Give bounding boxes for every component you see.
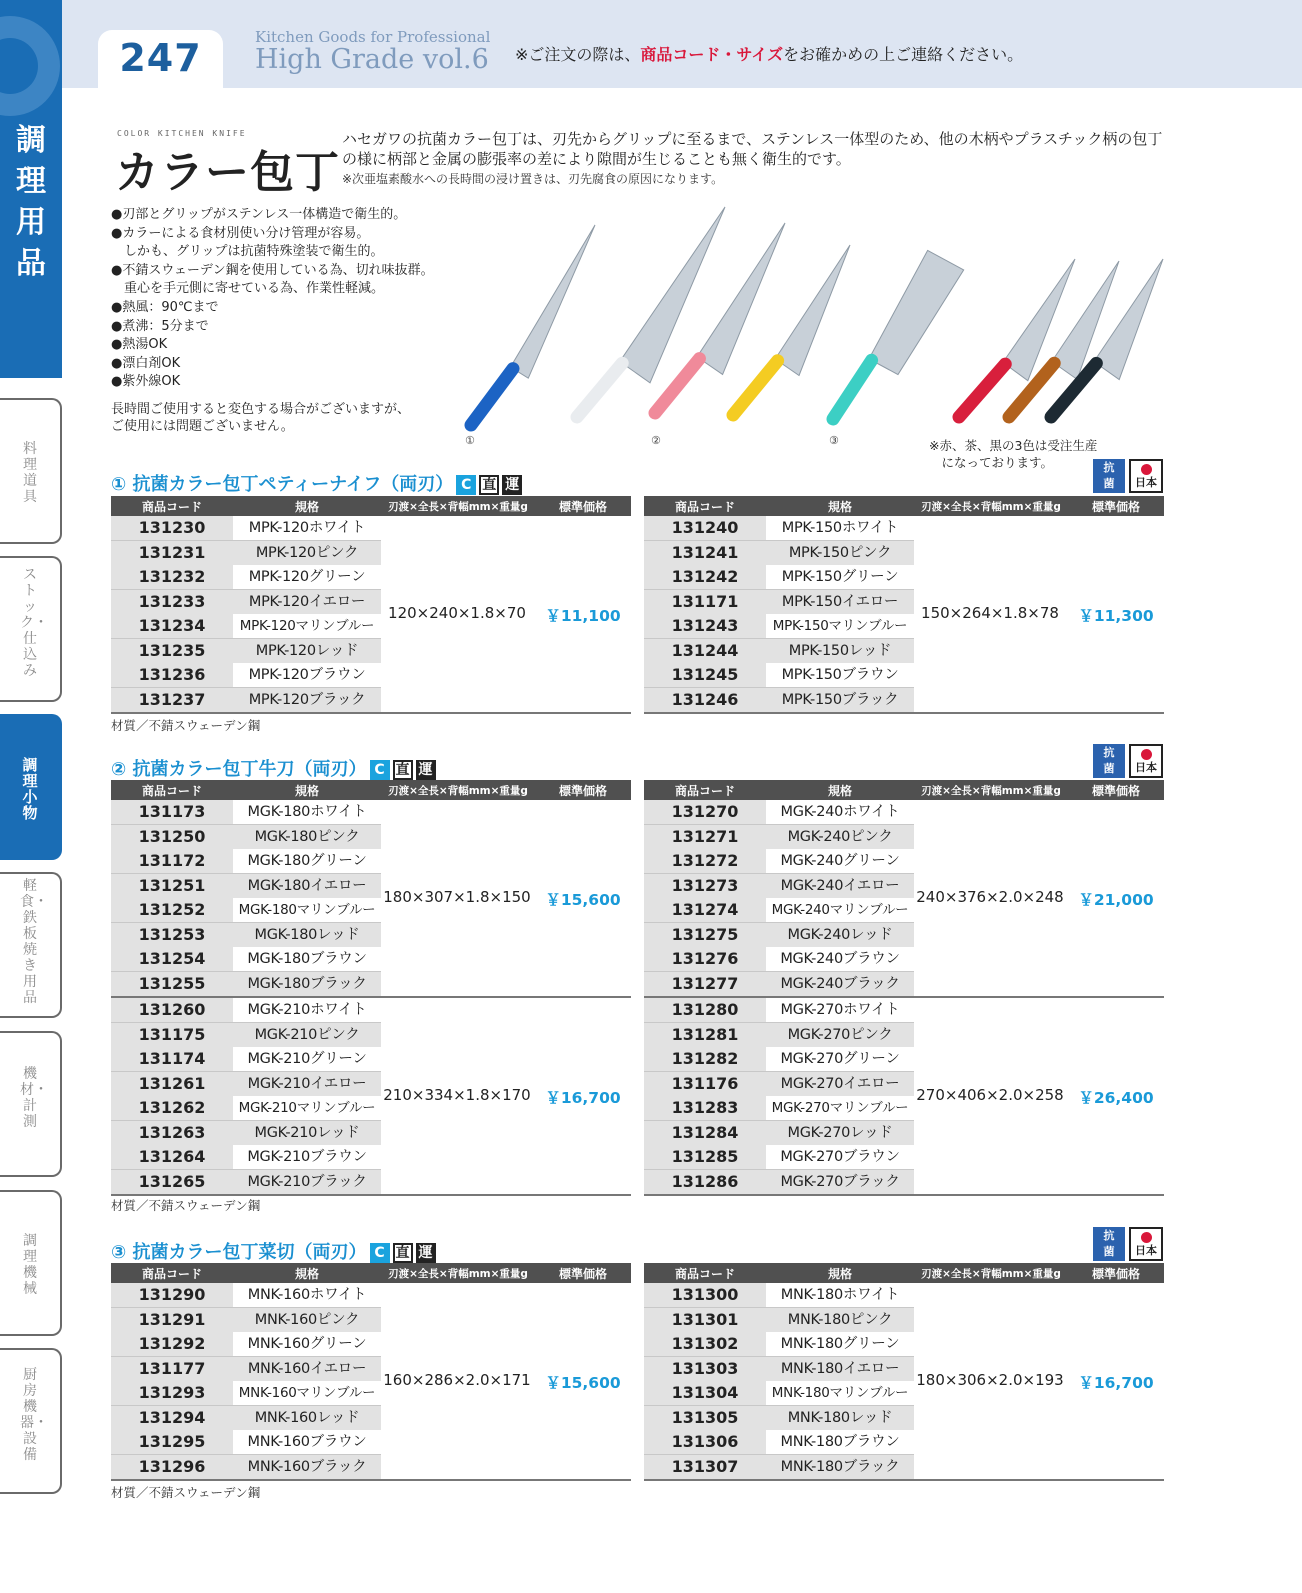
made-in-japan-label: 日本 xyxy=(1135,761,1157,774)
product-model: MNK-180マリンブルー xyxy=(771,1385,909,1401)
product-code: 131230 xyxy=(111,516,233,540)
intro-line-1: ハセガワの抗菌カラー包丁は、刃先からグリップに至るまで、ステンレス一体型のため、他の木柄やプラスチック柄の包丁 xyxy=(342,130,1163,148)
product-code: 131173 xyxy=(111,800,233,824)
product-code: 131301 xyxy=(644,1308,766,1332)
made-to-order-note xyxy=(929,437,1097,471)
product-code: 131275 xyxy=(644,923,766,947)
feature-item: ●不錆スウェーデン鋼を使用している為、切れ味抜群。 xyxy=(111,262,434,278)
antibacterial-label: 菌 xyxy=(1103,1245,1115,1258)
product-code: 131305 xyxy=(644,1406,766,1430)
sidebar-tab-7[interactable] xyxy=(0,1348,62,1494)
sidebar-main-char: 理 xyxy=(16,164,46,199)
made-in-japan-icon xyxy=(1129,744,1163,778)
antibacterial-label: 菌 xyxy=(1103,477,1115,490)
sidebar-tab-label: 厨房機器・設備 xyxy=(20,1367,48,1463)
product-model: MNK-180ブラック xyxy=(766,1455,914,1479)
header-code: 商品コード xyxy=(674,500,735,514)
product-code: 131304 xyxy=(644,1381,766,1405)
blade-spec: 180×306×2.0×193 xyxy=(916,1371,1064,1389)
product-code: 131282 xyxy=(644,1047,766,1071)
knife-yellow-icon xyxy=(733,245,850,415)
header-spec: 刃渡×全長×背幅mm×重量g xyxy=(388,501,528,513)
product-table xyxy=(111,1263,631,1481)
product-table xyxy=(644,496,1164,714)
series-title: High Grade vol.6 xyxy=(255,44,489,75)
product-code: 131306 xyxy=(644,1430,766,1454)
product-model: MNK-160ホワイト xyxy=(247,1287,367,1303)
product-model: MGK-210ホワイト xyxy=(247,1002,367,1018)
feature-item: 重心を手元側に寄せている為、作業性軽減。 xyxy=(111,281,385,297)
antibacterial-label: 抗 xyxy=(1103,1229,1115,1242)
product-code: 131283 xyxy=(644,1096,766,1120)
page-number: 247 xyxy=(119,36,202,80)
product-code: 131246 xyxy=(644,688,766,712)
product-code: 131280 xyxy=(644,998,766,1022)
header-code: 商品コード xyxy=(141,500,202,514)
section-title xyxy=(111,470,522,496)
product-model: MGK-240ピンク xyxy=(766,825,914,849)
product-code: 131250 xyxy=(111,825,233,849)
header-model: 規格 xyxy=(827,784,852,798)
knife-green-icon xyxy=(833,250,964,419)
header-code: 商品コード xyxy=(674,1267,735,1281)
product-code: 131273 xyxy=(644,874,766,898)
product-code: 131232 xyxy=(111,565,233,589)
product-code: 131255 xyxy=(111,972,233,996)
product-code: 131272 xyxy=(644,849,766,873)
antibacterial-icon xyxy=(1093,744,1125,778)
made-in-japan-icon xyxy=(1129,459,1163,493)
product-code: 131277 xyxy=(644,972,766,996)
sidebar-tab-label: 料理道具 xyxy=(23,441,37,505)
product-code: 131172 xyxy=(111,849,233,873)
product-model: MNK-180ピンク xyxy=(766,1308,914,1332)
product-model: MGK-270ブラック xyxy=(766,1170,914,1194)
header-price: 標準価格 xyxy=(558,784,607,798)
product-code: 131264 xyxy=(111,1145,233,1169)
feature-item: しかも、グリップは抗菌特殊塗装で衛生的。 xyxy=(111,244,384,260)
feature-item: ●刃部とグリップがステンレス一体構造で衛生的。 xyxy=(111,207,407,222)
product-model: MNK-160イエロー xyxy=(233,1357,381,1381)
antibacterial-japan-cert xyxy=(1093,1227,1163,1261)
product-model: MPK-120レッド xyxy=(233,639,381,663)
product-model: MGK-270レッド xyxy=(766,1121,914,1145)
product-model: MPK-150マリンブルー xyxy=(772,618,908,634)
series-subtitle: Kitchen Goods for Professional xyxy=(255,28,491,46)
knife-blue-icon xyxy=(471,225,595,425)
product-model: MGK-180ブラウン xyxy=(247,951,367,967)
size-group xyxy=(644,1283,1164,1481)
product-code: 131176 xyxy=(644,1072,766,1096)
catalog-c-icon: C xyxy=(456,475,476,495)
product-code: 131237 xyxy=(111,688,233,712)
antibacterial-label: 抗 xyxy=(1103,746,1115,759)
knife-tag-3: ③ xyxy=(829,434,839,447)
product-code: 131307 xyxy=(644,1455,766,1479)
blade-spec: 240×376×2.0×248 xyxy=(916,888,1064,906)
product-model: MNK-160ブラック xyxy=(233,1455,381,1479)
notice-text-pre: ※ご注文の際は、 xyxy=(515,45,641,64)
section-title xyxy=(111,1238,436,1264)
knife-white-icon xyxy=(577,207,725,417)
product-code: 131271 xyxy=(644,825,766,849)
table-header xyxy=(111,780,631,800)
product-table xyxy=(644,1263,1164,1481)
order-notice xyxy=(515,42,1023,65)
product-code: 131265 xyxy=(111,1170,233,1194)
section-title-text: ② 抗菌カラー包丁牛刀（両刃） xyxy=(111,759,367,780)
product-code: 131261 xyxy=(111,1072,233,1096)
product-code: 131260 xyxy=(111,998,233,1022)
product-model: MPK-120グリーン xyxy=(248,569,366,585)
product-model: MPK-150レッド xyxy=(766,639,914,663)
section-title-text: ① 抗菌カラー包丁ペティーナイフ（両刃） xyxy=(111,474,454,495)
product-code: 131302 xyxy=(644,1332,766,1356)
product-model: MGK-210ブラウン xyxy=(247,1149,367,1165)
blade-spec: 180×307×1.8×150 xyxy=(383,888,531,906)
feature-item: ●カラーによる食材別使い分け管理が容易。 xyxy=(111,225,370,241)
direct-ship-icon: 直 xyxy=(479,475,499,495)
sidebar-tab-5[interactable] xyxy=(0,1031,62,1177)
sidebar-tab-label: 機材・計測 xyxy=(20,1066,48,1130)
product-model: MGK-270ブラウン xyxy=(780,1149,900,1165)
product-model: MPK-120マリンブルー xyxy=(239,618,375,634)
sidebar-tab-3[interactable] xyxy=(0,714,62,860)
header-code: 商品コード xyxy=(141,1267,202,1281)
product-model: MGK-180マリンブルー xyxy=(238,902,376,918)
size-group xyxy=(644,800,1164,998)
header-model: 規格 xyxy=(294,500,319,514)
product-code: 131177 xyxy=(111,1357,233,1381)
product-model: MGK-210ピンク xyxy=(233,1023,381,1047)
product-code: 131295 xyxy=(111,1430,233,1454)
product-model: MGK-180ピンク xyxy=(233,825,381,849)
header-price: 標準価格 xyxy=(558,500,607,514)
product-code: 131286 xyxy=(644,1170,766,1194)
sidebar-main-char: 品 xyxy=(16,246,46,281)
product-code: 131292 xyxy=(111,1332,233,1356)
product-model: MNK-160グリーン xyxy=(247,1336,367,1352)
product-model: MNK-160ピンク xyxy=(233,1308,381,1332)
product-code: 131300 xyxy=(644,1283,766,1307)
product-model: MGK-180ブラック xyxy=(233,972,381,996)
sidebar-tab-6[interactable] xyxy=(0,1190,62,1336)
header-code: 商品コード xyxy=(141,784,202,798)
product-model: MNK-180ブラウン xyxy=(780,1434,900,1450)
product-model: MPK-150グリーン xyxy=(781,569,899,585)
list-price: ￥11,300 xyxy=(1078,607,1154,625)
product-model: MGK-210マリンブルー xyxy=(238,1100,376,1116)
list-price: ￥15,600 xyxy=(545,891,621,909)
catalog-c-icon: C xyxy=(370,1243,390,1263)
header-model: 規格 xyxy=(294,1267,319,1281)
size-group xyxy=(111,516,631,714)
header-code: 商品コード xyxy=(674,784,735,798)
product-code: 131233 xyxy=(111,590,233,614)
feature-item: ●熱湯OK xyxy=(111,337,168,353)
product-code: 131263 xyxy=(111,1121,233,1145)
antibacterial-icon xyxy=(1093,459,1125,493)
product-table xyxy=(644,780,1164,1196)
header-price: 標準価格 xyxy=(1091,1267,1140,1281)
product-model: MNK-160マリンブルー xyxy=(238,1385,376,1401)
antibacterial-label: 抗 xyxy=(1103,461,1115,474)
product-code: 131274 xyxy=(644,898,766,922)
knife-red-icon xyxy=(959,259,1075,417)
product-model: MGK-270イエロー xyxy=(766,1072,914,1096)
product-model: MNK-160ブラウン xyxy=(247,1434,367,1450)
header-price: 標準価格 xyxy=(1091,500,1140,514)
sidebar-main-label xyxy=(0,120,62,284)
header-spec: 刃渡×全長×背幅mm×重量g xyxy=(388,1268,528,1280)
product-model: MGK-240ホワイト xyxy=(780,804,900,820)
product-code: 131281 xyxy=(644,1023,766,1047)
intro-line-2: の様に柄部と金属の膨張率の差により隙間が生じることも無く衛生的です。 xyxy=(342,150,851,168)
product-code: 131240 xyxy=(644,516,766,540)
product-code: 131236 xyxy=(111,663,233,687)
product-model: MPK-120ホワイト xyxy=(248,520,366,536)
caution-line: ご使用には問題ございません。 xyxy=(111,419,294,434)
size-group xyxy=(111,998,631,1196)
table-header xyxy=(644,1263,1164,1283)
notice-emphasis: 商品コード・サイズ xyxy=(640,45,784,64)
blade-spec: 150×264×1.8×78 xyxy=(921,604,1059,622)
product-code: 131293 xyxy=(111,1381,233,1405)
product-model: MGK-240グリーン xyxy=(780,853,900,869)
order-note-line: になっております。 xyxy=(929,455,1054,470)
product-code: 131234 xyxy=(111,614,233,638)
product-model: MGK-240レッド xyxy=(766,923,914,947)
list-price: ￥21,000 xyxy=(1078,891,1154,909)
sidebar-tab-label: 軽食・鉄板焼き用品 xyxy=(20,878,48,1006)
product-model: MGK-240イエロー xyxy=(766,874,914,898)
product-model: MGK-180ホワイト xyxy=(247,804,367,820)
product-code: 131251 xyxy=(111,874,233,898)
product-model: MPK-120ブラウン xyxy=(248,667,366,683)
freight-icon: 運 xyxy=(416,1243,436,1263)
product-model: MNK-180ホワイト xyxy=(780,1287,900,1303)
product-model: MPK-150ブラウン xyxy=(781,667,899,683)
product-code: 131254 xyxy=(111,947,233,971)
knife-tag-2: ② xyxy=(651,434,661,447)
caution-line: 長時間ご使用すると変色する場合がございますが、 xyxy=(111,402,411,417)
table-header xyxy=(644,496,1164,516)
sidebar-main-char: 用 xyxy=(16,205,46,240)
product-model: MPK-150ブラック xyxy=(766,688,914,712)
product-code: 131285 xyxy=(644,1145,766,1169)
product-table xyxy=(111,780,631,1196)
made-in-japan-icon xyxy=(1129,1227,1163,1261)
product-model: MGK-270ピンク xyxy=(766,1023,914,1047)
product-code: 131242 xyxy=(644,565,766,589)
product-model: MGK-240マリンブルー xyxy=(771,902,909,918)
product-code: 131291 xyxy=(111,1308,233,1332)
sidebar-main-char: 調 xyxy=(16,123,46,158)
product-model: MGK-270マリンブルー xyxy=(771,1100,909,1116)
list-price: ￥26,400 xyxy=(1078,1089,1154,1107)
product-model: MPK-120ピンク xyxy=(233,541,381,565)
table-header xyxy=(644,780,1164,800)
table-header xyxy=(111,496,631,516)
blade-spec: 160×286×2.0×171 xyxy=(383,1371,531,1389)
made-in-japan-label: 日本 xyxy=(1135,1244,1157,1257)
product-code: 131244 xyxy=(644,639,766,663)
list-price: ￥11,100 xyxy=(545,607,621,625)
product-code: 131253 xyxy=(111,923,233,947)
product-model: MGK-180グリーン xyxy=(247,853,367,869)
knife-product-photo xyxy=(455,205,1175,445)
product-code: 131174 xyxy=(111,1047,233,1071)
product-code: 131175 xyxy=(111,1023,233,1047)
product-code: 131262 xyxy=(111,1096,233,1120)
product-model: MGK-240ブラウン xyxy=(780,951,900,967)
product-code: 131231 xyxy=(111,541,233,565)
antibacterial-japan-cert xyxy=(1093,459,1163,493)
size-group xyxy=(111,800,631,998)
product-code: 131296 xyxy=(111,1455,233,1479)
product-code: 131284 xyxy=(644,1121,766,1145)
color-knife-caption: COLOR KITCHEN KNIFE xyxy=(117,129,247,138)
header-price: 標準価格 xyxy=(558,1267,607,1281)
header-spec: 刃渡×全長×背幅mm×重量g xyxy=(921,1268,1061,1280)
product-code: 131171 xyxy=(644,590,766,614)
sidebar-tab-4[interactable] xyxy=(0,872,62,1018)
header-model: 規格 xyxy=(827,500,852,514)
freight-icon: 運 xyxy=(502,475,522,495)
header-spec: 刃渡×全長×背幅mm×重量g xyxy=(388,785,528,797)
product-table xyxy=(111,496,631,714)
feature-list xyxy=(111,206,434,392)
product-model: MNK-180イエロー xyxy=(766,1357,914,1381)
size-group xyxy=(111,1283,631,1481)
product-code: 131245 xyxy=(644,663,766,687)
product-model: MGK-180イエロー xyxy=(233,874,381,898)
product-model: MPK-150ホワイト xyxy=(781,520,899,536)
product-model: MNK-180グリーン xyxy=(780,1336,900,1352)
product-code: 131252 xyxy=(111,898,233,922)
sidebar-tab-label: ストック・仕込み xyxy=(20,567,48,679)
catalog-c-icon: C xyxy=(370,760,390,780)
product-model: MPK-150イエロー xyxy=(766,590,914,614)
product-model: MGK-270グリーン xyxy=(780,1051,900,1067)
page-title: カラー包丁 xyxy=(115,147,340,198)
sidebar-tab-label: 調理小物 xyxy=(22,756,38,822)
sidebar-tab-2[interactable] xyxy=(0,556,62,702)
freight-icon: 運 xyxy=(416,760,436,780)
notice-text-post: をお確かめの上ご連絡ください。 xyxy=(783,45,1024,64)
product-model: MGK-210イエロー xyxy=(233,1072,381,1096)
feature-item: ●漂白剤OK xyxy=(111,355,181,371)
header-spec: 刃渡×全長×背幅mm×重量g xyxy=(921,785,1061,797)
size-group xyxy=(644,516,1164,714)
product-code: 131235 xyxy=(111,639,233,663)
product-model: MGK-210ブラック xyxy=(233,1170,381,1194)
blade-spec: 210×334×1.8×170 xyxy=(383,1086,531,1104)
product-code: 131241 xyxy=(644,541,766,565)
header-model: 規格 xyxy=(294,784,319,798)
direct-ship-icon: 直 xyxy=(393,1243,413,1263)
list-price: ￥16,700 xyxy=(1078,1374,1154,1392)
intro-note: ※次亜塩素酸水への長時間の浸け置きは、刃先腐食の原因になります。 xyxy=(342,172,724,186)
product-code: 131243 xyxy=(644,614,766,638)
product-model: MNK-160レッド xyxy=(233,1406,381,1430)
intro-paragraph xyxy=(342,129,1182,169)
product-model: MGK-180レッド xyxy=(233,923,381,947)
feature-item: ●煮沸：5分まで xyxy=(111,318,209,334)
product-code: 131270 xyxy=(644,800,766,824)
feature-item: ●紫外線OK xyxy=(111,374,181,390)
product-model: MNK-180レッド xyxy=(766,1406,914,1430)
section-title-text: ③ 抗菌カラー包丁菜切（両刃） xyxy=(111,1242,367,1263)
product-model: MPK-120イエロー xyxy=(233,590,381,614)
product-model: MPK-120ブラック xyxy=(233,688,381,712)
material-note: 材質／不錆スウェーデン鋼 xyxy=(111,1198,261,1213)
antibacterial-icon xyxy=(1093,1227,1125,1261)
product-model: MGK-210グリーン xyxy=(247,1051,367,1067)
product-model: MPK-150ピンク xyxy=(766,541,914,565)
sidebar-tab-1[interactable] xyxy=(0,398,62,544)
header-model: 規格 xyxy=(827,1267,852,1281)
product-code: 131276 xyxy=(644,947,766,971)
material-note: 材質／不錆スウェーデン鋼 xyxy=(111,1485,261,1500)
blade-spec: 270×406×2.0×258 xyxy=(916,1086,1064,1104)
section-title xyxy=(111,755,436,781)
feature-item: ●熱風：90℃まで xyxy=(111,299,219,315)
direct-ship-icon: 直 xyxy=(393,760,413,780)
product-code: 131294 xyxy=(111,1406,233,1430)
list-price: ￥16,700 xyxy=(545,1089,621,1107)
product-model: MGK-270ホワイト xyxy=(780,1002,900,1018)
product-code: 131303 xyxy=(644,1357,766,1381)
order-note-line: ※赤、茶、黒の3色は受注生産 xyxy=(929,438,1098,453)
product-code: 131290 xyxy=(111,1283,233,1307)
header-price: 標準価格 xyxy=(1091,784,1140,798)
list-price: ￥15,600 xyxy=(545,1374,621,1392)
knife-tag-1: ① xyxy=(465,434,475,447)
product-model: MGK-210レッド xyxy=(233,1121,381,1145)
size-group xyxy=(644,998,1164,1196)
blade-spec: 120×240×1.8×70 xyxy=(388,604,526,622)
header-spec: 刃渡×全長×背幅mm×重量g xyxy=(921,501,1061,513)
made-in-japan-label: 日本 xyxy=(1135,476,1157,489)
material-note: 材質／不錆スウェーデン鋼 xyxy=(111,718,261,733)
antibacterial-label: 菌 xyxy=(1103,762,1115,775)
sidebar-tab-label: 調理機械 xyxy=(23,1233,37,1297)
caution-text xyxy=(111,401,410,435)
antibacterial-japan-cert xyxy=(1093,744,1163,778)
table-header xyxy=(111,1263,631,1283)
product-model: MGK-240ブラック xyxy=(766,972,914,996)
